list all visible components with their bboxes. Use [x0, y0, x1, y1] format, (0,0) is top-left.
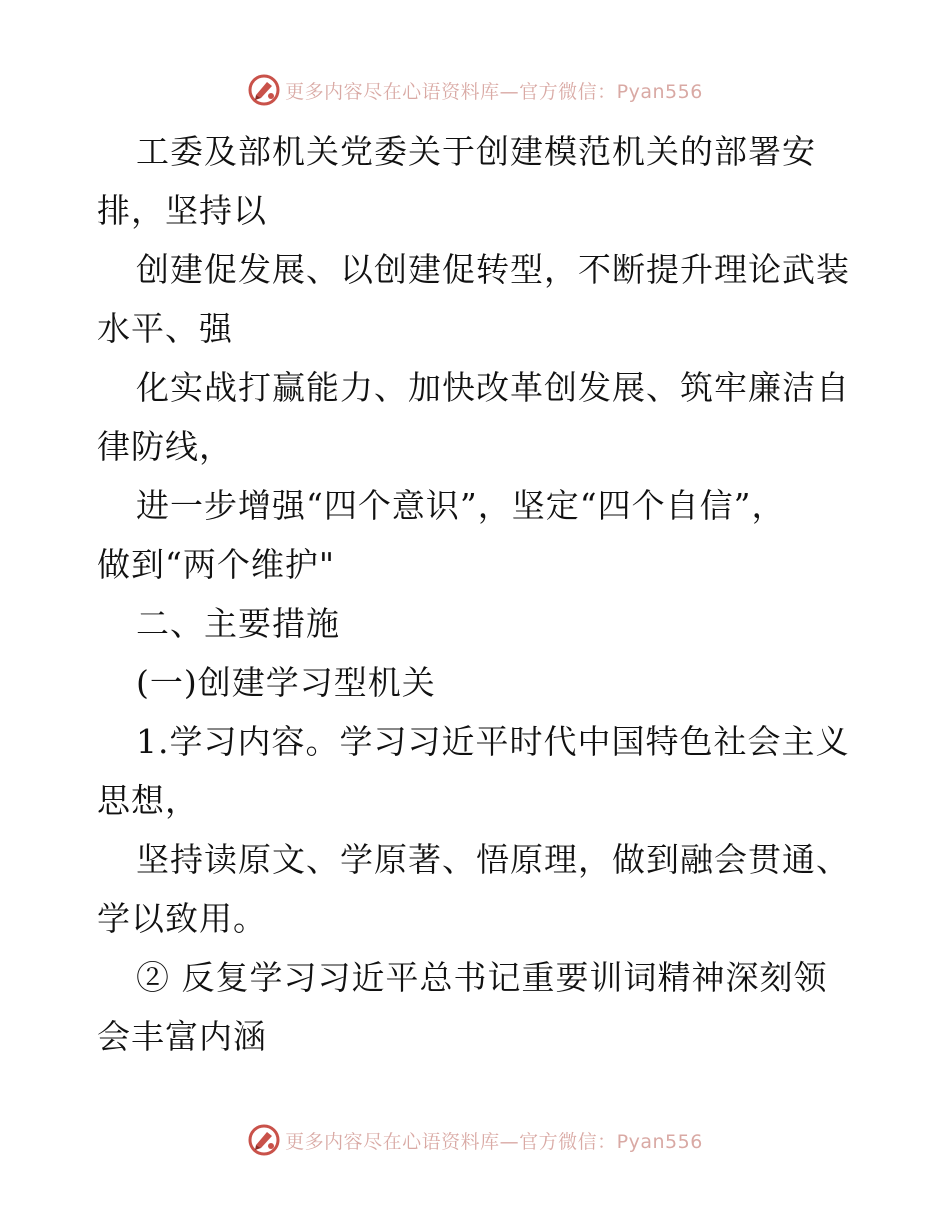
text-line: 坚持读原文、学原著、悟原理，做到融会贯通、 — [136, 840, 850, 879]
watermark-text: 更多内容尽在心语资料库—官方微信：Pyan556 — [285, 1130, 703, 1153]
watermark-header — [0, 70, 950, 110]
text-line: 工委及部机关党委关于创建模范机关的部署安 — [136, 132, 816, 171]
text-line: 会丰富内涵 — [97, 1017, 267, 1056]
section-heading: 二、主要措施 — [136, 604, 340, 643]
watermark-footer — [0, 1120, 950, 1160]
logo-icon — [247, 1123, 281, 1157]
subsection-heading: (一)创建学习型机关 — [136, 663, 436, 702]
text-line: 做到“两个维护" — [97, 545, 336, 584]
text-line: 律防线， — [97, 427, 233, 466]
text-line: 排，坚持以 — [97, 191, 267, 230]
text-line: 化实战打赢能力、加快改革创发展、筑牢廉洁自 — [136, 368, 850, 407]
text-line: 创建促发展、以创建促转型，不断提升理论武装 — [136, 250, 850, 289]
logo-icon — [247, 73, 281, 107]
text-line: 学以致用。 — [97, 899, 267, 938]
document-body — [97, 122, 857, 1066]
text-line: 进一步增强“四个意识”，坚定“四个自信”， — [136, 486, 786, 525]
text-line: ② 反复学习习近平总书记重要训词精神深刻领 — [136, 958, 828, 997]
text-line: 水平、强 — [97, 309, 233, 348]
watermark-text: 更多内容尽在心语资料库—官方微信：Pyan556 — [285, 80, 703, 103]
text-line: 1.学习内容。学习习近平时代中国特色社会主义 — [136, 722, 850, 761]
text-line: 思想， — [97, 781, 199, 820]
